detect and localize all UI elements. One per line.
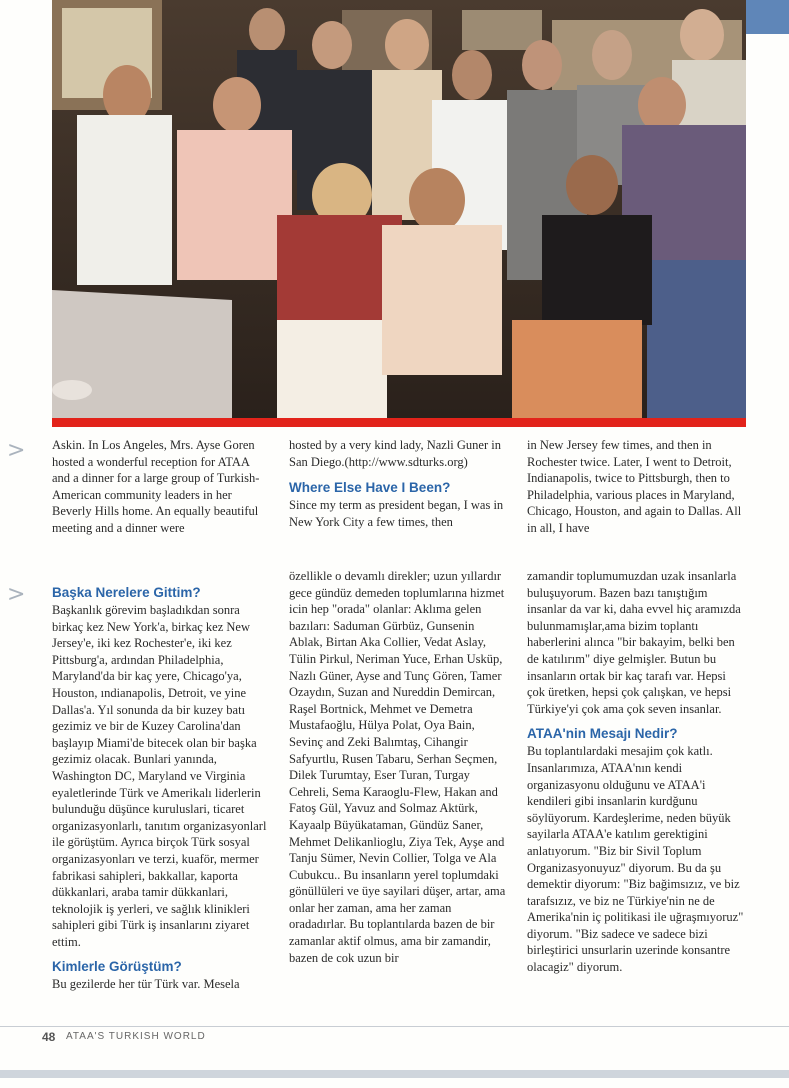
top-right-band bbox=[745, 0, 789, 34]
turkish-text: zamandir toplumumuzdan uzak insanlarla buluşuyorum. Bazen bazı tanıştığım insanlar da var ki, daha evvel hiç aramızda bulunmamışlar,ama bizim toplantı haberlerini alınca "bir bakayim, belki ben de katılırım" diye gelmişler. Butun bu insanların ortak bir kaç tarafı var. Hepsi çok üretken, hepsi çok çalışkan, ve hepsi Türkiye'yi çok ama çok seven insanlar. bbox=[527, 569, 741, 716]
turkish-column-3 bbox=[527, 568, 747, 976]
turkish-text: Bu toplantılardaki mesajim çok katlı. Insanlarımıza, ATAA'nın kendi organizasyonu olduğunu ve ATAA'i kendileri gibi insanlarin kurdğunu söylüyorum. Kardeşlerime, neden büyük sayilarla ATAA'e katılım gerektigini anlatıyorum. "Biz bir Sivil Toplum Organizasyonuyuz" diyorum. Bu da şu demektir diyorum: "Biz bağimsızız, ve biz tarafsızız, ve biz ne Türkiye'nin ne de Amerika'nin iç politikasi ile uğraşmıyoruz" diyorum. "Biz sadece ve sadece bizi birleştirici unsurlarin uzerinde konsantre olacagiz" diyorum. bbox=[527, 744, 744, 975]
english-text: hosted by a very kind lady, Nazli Guner in San Diego.(http://www.sdturks.org) bbox=[289, 438, 501, 469]
turkish-text: Bu gezilerde her tür Türk var. Mesela bbox=[52, 977, 240, 992]
bottom-band bbox=[0, 1070, 789, 1078]
publication-title: ATAA'S TURKISH WORLD bbox=[66, 1031, 206, 1042]
section-heading: Where Else Have I Been? bbox=[289, 480, 451, 496]
section-heading: Başka Nerelere Gittim? bbox=[52, 585, 201, 600]
group-photo bbox=[52, 0, 746, 418]
page-number: 48 bbox=[42, 1030, 56, 1044]
english-column-2 bbox=[289, 437, 507, 530]
english-text: Askin. In Los Angeles, Mrs. Ayse Goren hosted a wonderful reception for ATAA and a dinner for a large group of Turkish-American community leaders in her Beverly Hills home. An equally beautiful meeting and a dinner were bbox=[52, 438, 260, 535]
section-heading: ATAA'nin Mesajı Nedir? bbox=[527, 726, 678, 742]
english-text: Since my term as president began, I was in New York City a few times, then bbox=[289, 498, 504, 529]
english-column-1 bbox=[52, 437, 270, 537]
english-column-3 bbox=[527, 437, 745, 537]
turkish-column-1 bbox=[52, 584, 272, 993]
section-arrow-icon: > bbox=[7, 582, 26, 607]
top-left-margin bbox=[0, 0, 52, 34]
section-arrow-icon: > bbox=[7, 438, 26, 463]
turkish-column-2 bbox=[289, 568, 507, 966]
turkish-text: Başkanlık görevim başladıkdan sonra birkaç kez New York'a, birkaç kez New Jersey'e, iki kez Rochester'e, iki kez Pittsburg'a, ardından Philadelphia, Maryland'da bir kaç yere, Chicago'ya, Houston, ındianapolis, Detroit, ve yine Dallas'a. Yıl sonunda da bir kuzey batı gezimiz ve bir de Kuzey Carolina'dan başlayıp Miami'de bitecek olan bir başka gezimiz olacak. Bunlari yanında, Washington DC, Maryland ve Virginia eyaletlerinde Türk ve Amerikalı liderlerin bulunduğu düşünce kuruluslari, ticaret organizasyonlarlı, tanıtım organizasyonlarl ile görüştüm. Ayrıca birçok Türk sosyal organizasyonları ve terzi, kuaför, mermer fabrikasi sahipleri, bakkallar, kaporta dükkanlari, araba tamir dükkanlari, teknolojik iş yerleri, ve sağlık klinikleri sahipleri gibi Türk iş insanlarını ziyaret ettim. bbox=[52, 603, 267, 949]
page-footer bbox=[0, 1026, 789, 1049]
section-heading: Kimlerle Görüştüm? bbox=[52, 959, 182, 975]
turkish-text: özellikle o devamlı direkler; uzun yıllardır gece gündüz demeden toplumlarına hizmet icin hep "orada" olanlar: Aklıma gelen bazıları: Saduman Gürbüz, Gunsenin Ablak, Birtan Aka Collier, Vedat Aslay, Tülin Pirkul, Neriman Yuce, Erhan Usküp, Nazlı Güner, Ayse and Tunç Gören, Tamer Ozaydın, Suzan and Nureddin Demircan, Raşel Bortnick, Mehmet ve Demetra Mustafaoğlu, Hülya Polat, Oya Bain, Sevinç and Zeki Balımtaş, Cihangir Safyurtlu, Rusen Tabaru, Serhan Seçmen, Dilek Turumtay, Eser Turan, Turgay Cehreli, Sema Karaoglu-Flew, Hakan and Fatoş Gül, Yavuz and Solmaz Aktürk, Kayaalp Büyükataman, Gündüz Saner, Mehmet Delikanlioglu, Ziya Tek, Ayşe and Tanju Sümer, Nevin Collier, Tolga ve Ala Cubukcu.. Bu insanların yerel toplumdaki gönüllüleri ve üye sayilari düşer, artar, ama onlar her zaman, ama her zaman oradadırlar. Bu toplantılarda bazen de bir zamanlar aktif olmus, ama bir zamandir, bazen de cok uzun bir bbox=[289, 569, 506, 965]
photo-bottom-rule bbox=[52, 418, 746, 427]
english-text: in New Jersey few times, and then in Rochester twice. Later, I went to Detroit, Indianapolis, twice to Pittsburgh, then to Philadelphia, various places in Maryland, Chicago, Houston, and again to Dallas. All in all, I have bbox=[527, 438, 742, 535]
